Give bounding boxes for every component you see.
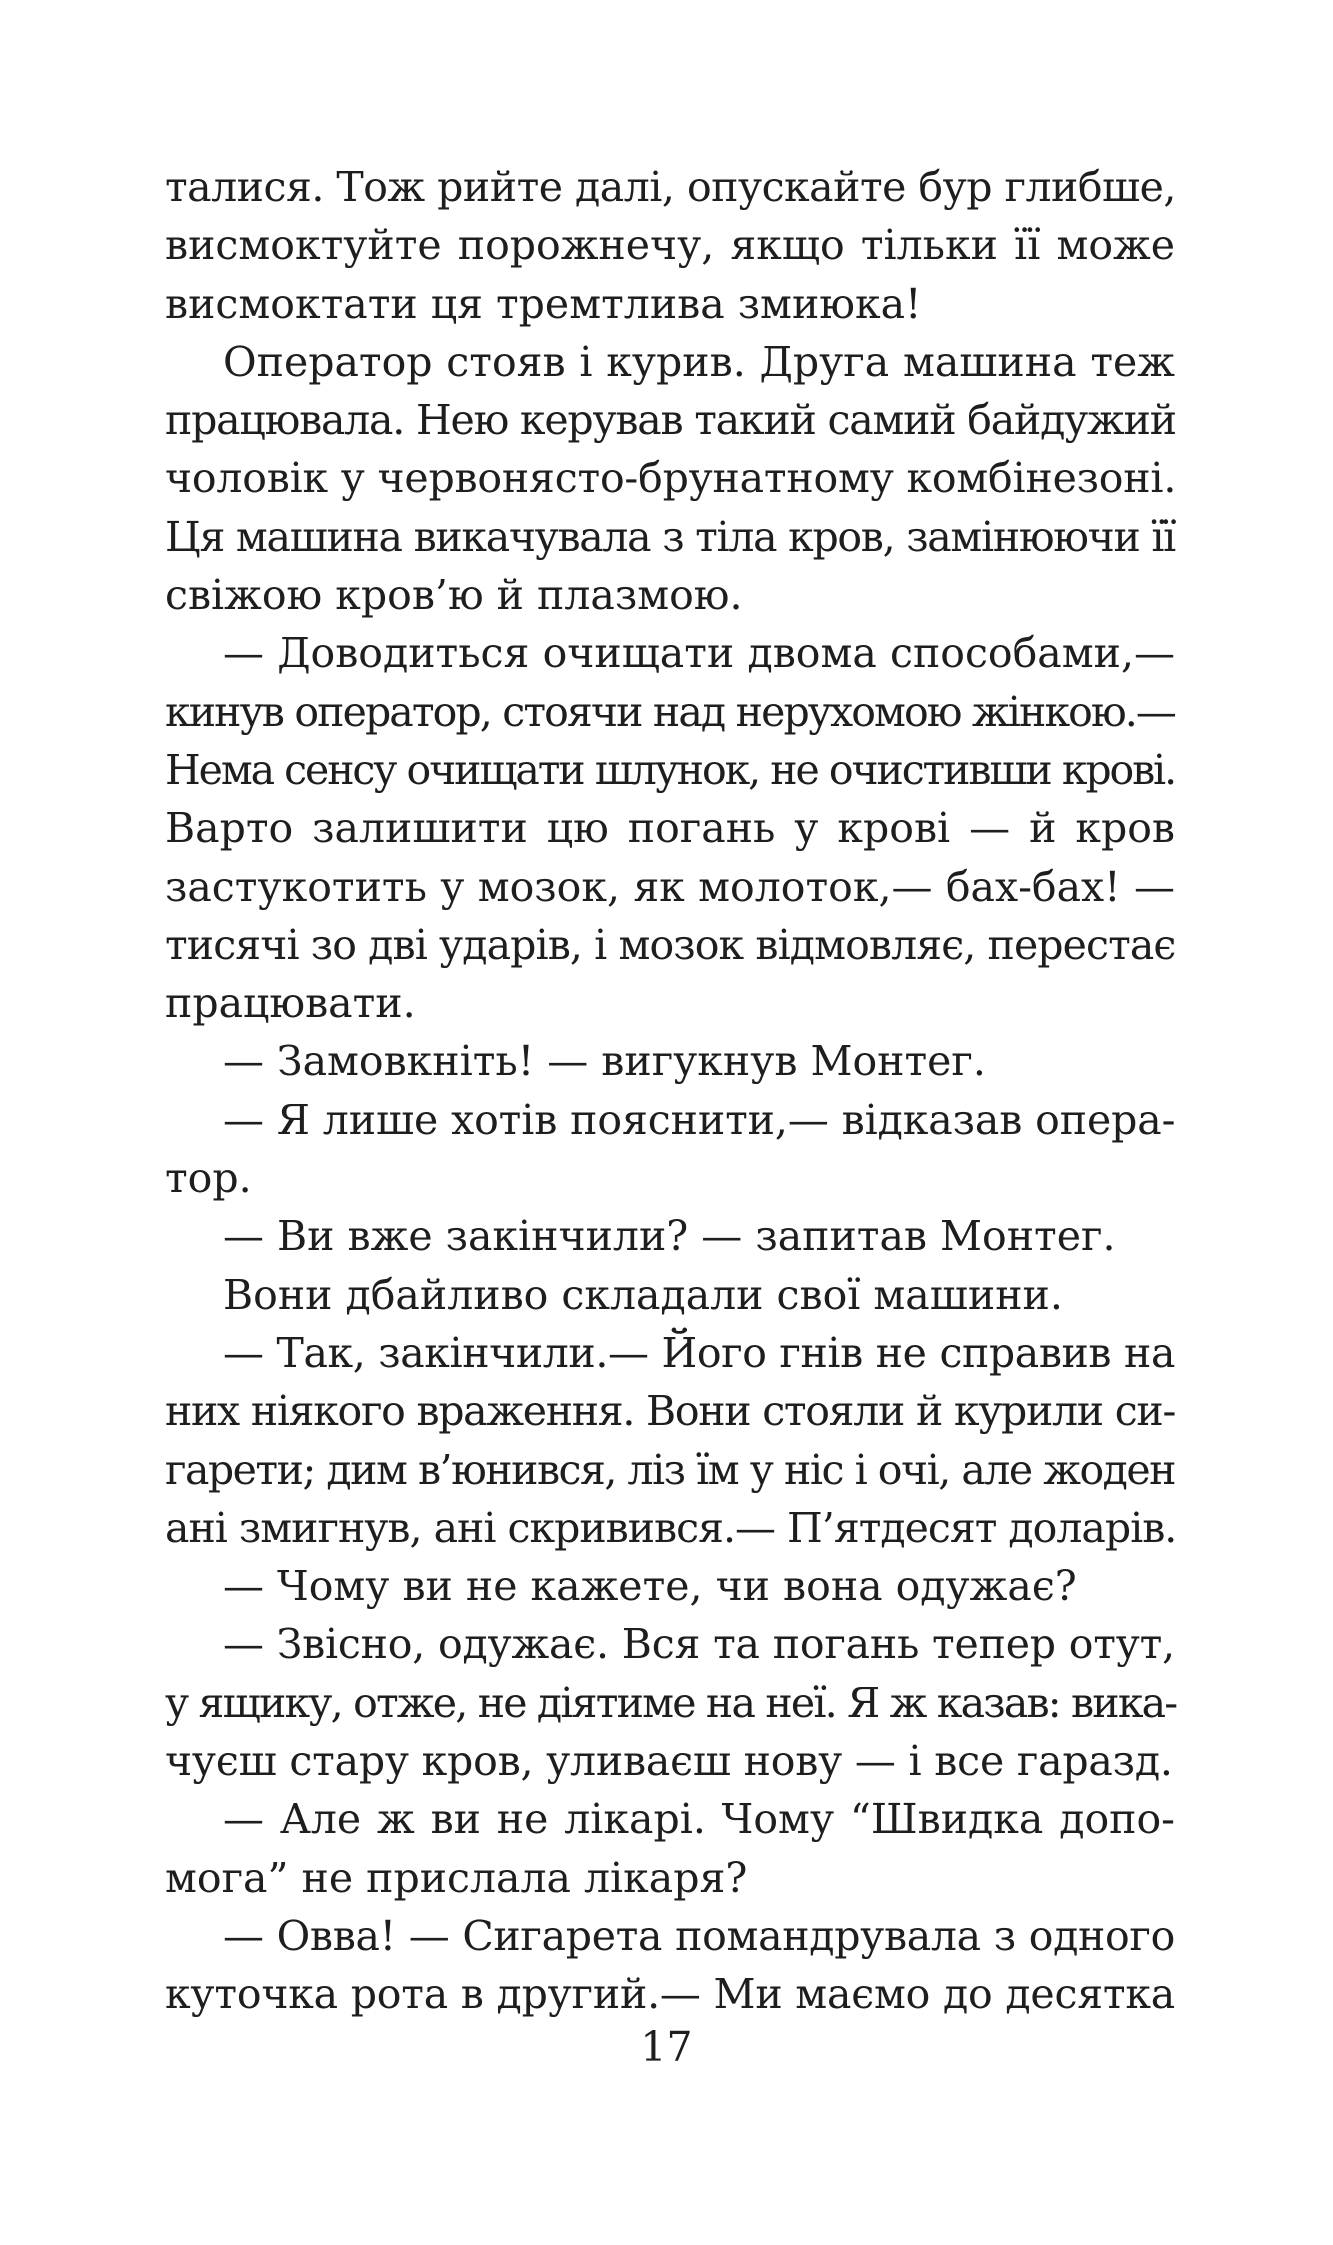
text-line: Оператор стояв і курив. Друга машина теж (223, 337, 1175, 386)
text-line: — Доводиться очищати двома способами,— (223, 629, 1175, 678)
text-line: мога” не прислала лікаря? (165, 1853, 748, 1902)
text-line: — Я лише хотів пояснити,— відказав опера- (223, 1095, 1176, 1144)
text-line: — Так, закінчили.— Його гнів не справив на (223, 1328, 1175, 1377)
text-line: висмоктуйте порожнечу, якщо тільки її може (165, 221, 1175, 270)
text-line: — Чому ви не кажете, чи вона одужає? (223, 1562, 1077, 1611)
body-text (165, 158, 1175, 2024)
text-line: кинув оператор, стоячи над нерухомою жінкою.— (165, 687, 1175, 736)
text-line: чоловік у червонясто-брунатному комбінезоні. (165, 454, 1177, 503)
text-line: — Ви вже закінчили? — запитав Монтег. (223, 1212, 1116, 1261)
text-line: висмоктати ця тремтлива змиюка! (165, 279, 922, 328)
page-number: 17 (640, 2023, 693, 2071)
text-line: тисячі зо дві ударів, і мозок відмовляє, перестає (165, 920, 1176, 969)
text-line: Вони дбайливо складали свої машини. (223, 1270, 1063, 1319)
text-line: — Овва! — Сигарета помандрувала з одного (223, 1911, 1175, 1960)
text-line: — Але ж ви не лікарі. Чому “Швидка допо- (223, 1795, 1175, 1844)
text-line: працювала. Нею керував такий самий байдужий (165, 396, 1176, 445)
text-line: у ящику, отже, не діятиме на неї. Я ж казав: вика- (165, 1678, 1177, 1727)
text-line: Нема сенсу очищати шлунок, не очистивши крові. (165, 745, 1175, 794)
text-line: Ця машина викачувала з тіла кров, замінюючи її (165, 512, 1175, 561)
text-line: свіжою кров’ю й плазмою. (165, 571, 743, 620)
text-line: куточка рота в другий.— Ми маємо до десятка (165, 1970, 1176, 2019)
text-line: — Замовкніть! — вигукнув Монтег. (223, 1037, 986, 1086)
text-line: працювати. (165, 979, 416, 1028)
text-line: застукотить у мозок, як молоток,— бах-бах! — (165, 862, 1175, 911)
text-line: — Звісно, одужає. Вся та погань тепер отут, (223, 1620, 1175, 1669)
text-line: ані змигнув, ані скривився.— П’ятдесят доларів. (165, 1503, 1177, 1552)
text-line: тор. (165, 1154, 252, 1203)
text-line: талися. Тож рийте далі, опускайте бур глибше, (165, 163, 1176, 211)
text-line: них ніякого враження. Вони стояли й курили си- (165, 1387, 1175, 1436)
text-line: чуєш стару кров, уливаєш нову — і все гаразд. (165, 1737, 1173, 1786)
text-line: гарети; дим в’юнився, ліз їм у ніс і очі, але жоден (165, 1445, 1175, 1494)
text-line: Варто залишити цю погань у крові — й кров (165, 804, 1175, 853)
